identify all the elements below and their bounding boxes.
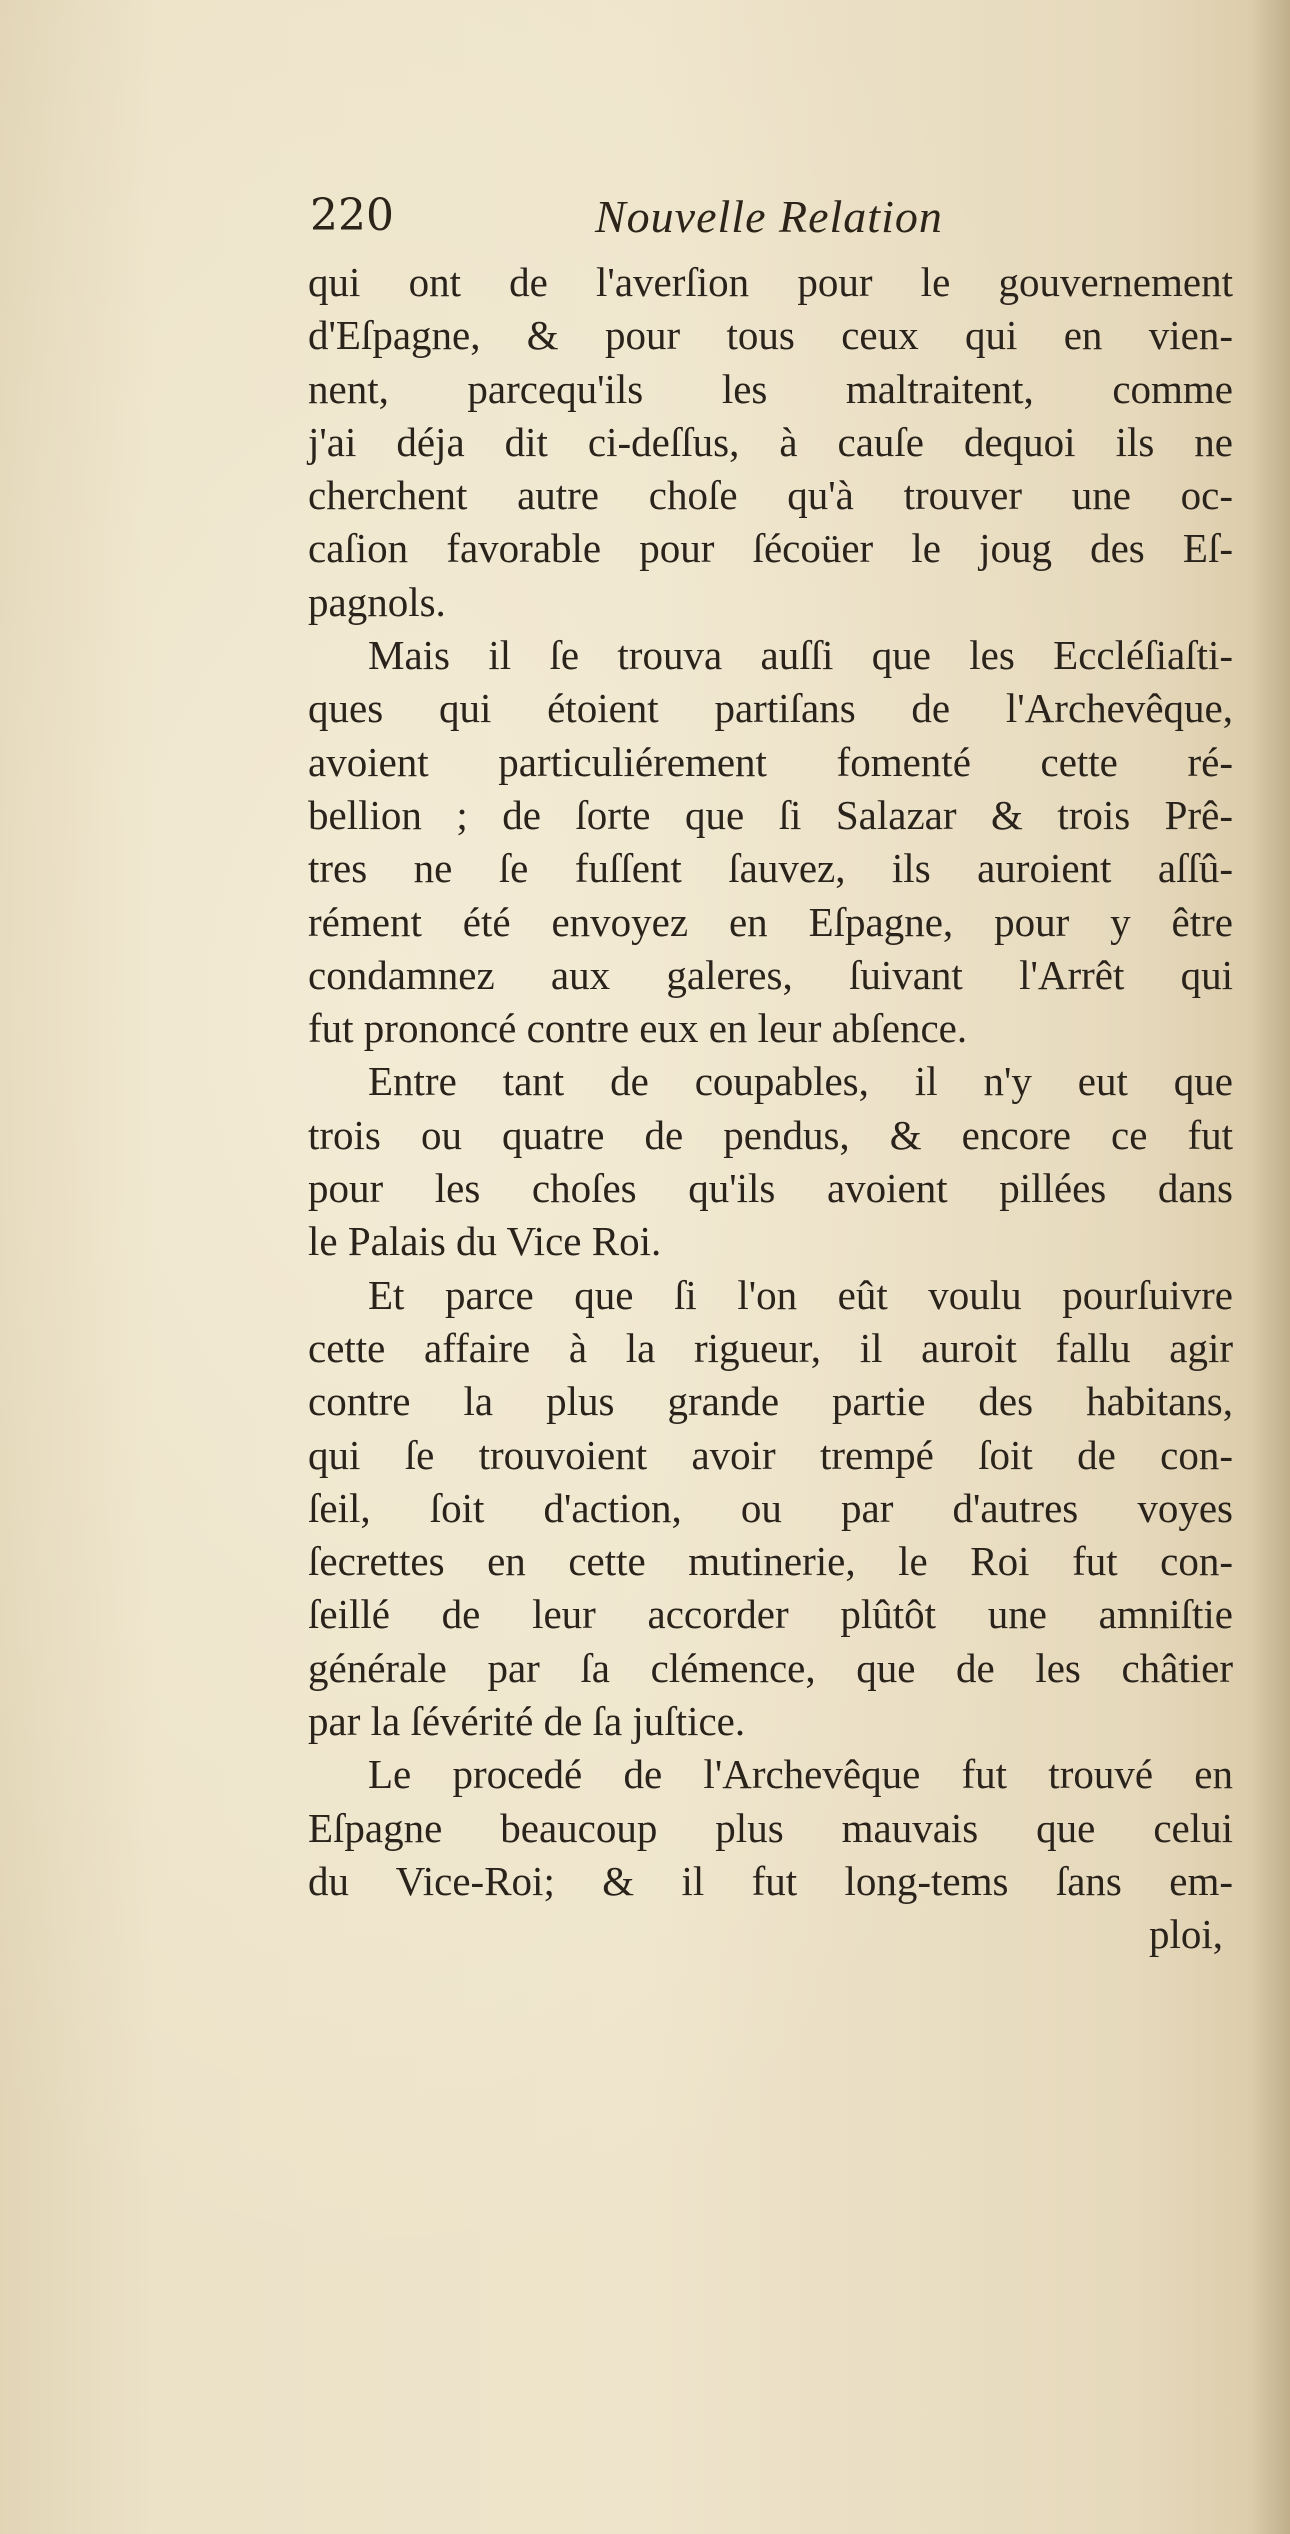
text-line: contre la plus grande partie des habitans, [308,1378,1233,1425]
text-line: avoient particuliérement fomenté cette ré- [308,738,1233,785]
page-number: 220 [310,190,394,241]
text-line: ques qui étoient partiſans de l'Archevêque, [308,685,1233,732]
paragraph-start-line: Et parce que ſi l'on eût voulu pourſuivre [368,1271,1233,1318]
text-line: pagnols. [308,578,446,625]
text-line: rément été envoyez en Eſpagne, pour y être [308,898,1233,945]
catchword: ploi, [1148,1911,1223,1958]
text-line: générale par ſa clémence, que de les châtier [308,1644,1233,1691]
text-line: ſeil, ſoit d'action, ou par d'autres voyes [308,1484,1233,1531]
text-line: Eſpagne beaucoup plus mauvais que celui [308,1804,1233,1851]
text-line: j'ai déja dit ci-deſſus, à cauſe dequoi ils ne [308,418,1233,465]
text-line: caſion favorable pour ſécoüer le joug des Eſ- [308,525,1233,572]
body-text [308,256,1233,1962]
text-line: bellion ; de ſorte que ſi Salazar & trois Prê- [308,791,1233,838]
paragraph-start-line: Entre tant de coupables, il n'y eut que [368,1058,1233,1105]
text-line: nent, parcequ'ils les maltraitent, comme [308,365,1233,412]
text-line: condamnez aux galeres, ſuivant l'Arrêt qui [308,951,1233,998]
text-line: cherchent autre choſe qu'à trouver une oc- [308,472,1233,519]
text-line: ſeillé de leur accorder plûtôt une amniſtie [308,1591,1233,1638]
text-line: par la ſévérité de ſa juſtice. [308,1698,746,1745]
text-line: du Vice-Roi; & il fut long-tems ſans em- [308,1857,1233,1904]
text-line: pour les choſes qu'ils avoient pillées dans [308,1165,1233,1212]
text-line: d'Eſpagne, & pour tous ceux qui en vien- [308,312,1233,359]
text-line: le Palais du Vice Roi. [308,1218,662,1265]
running-title: Nouvelle Relation [595,191,943,242]
paragraph-start-line: Le procedé de l'Archevêque fut trouvé en [368,1751,1233,1798]
text-line: qui ont de l'averſion pour le gouvernement [308,259,1233,305]
text-line: cette affaire à la rigueur, il auroit fallu agir [308,1324,1233,1371]
text-line: ſecrettes en cette mutinerie, le Roi fut con- [308,1538,1233,1585]
text-line: fut prononcé contre eux en leur abſence. [308,1005,968,1052]
text-line: tres ne ſe fuſſent ſauvez, ils auroient aſſû- [308,845,1233,892]
text-line: qui ſe trouvoient avoir trempé ſoit de con- [308,1431,1233,1478]
page-header [310,190,1230,250]
text-line: trois ou quatre de pendus, & encore ce fut [308,1111,1233,1158]
paragraph-start-line: Mais il ſe trouva auſſi que les Eccléſiaſti- [368,632,1233,679]
